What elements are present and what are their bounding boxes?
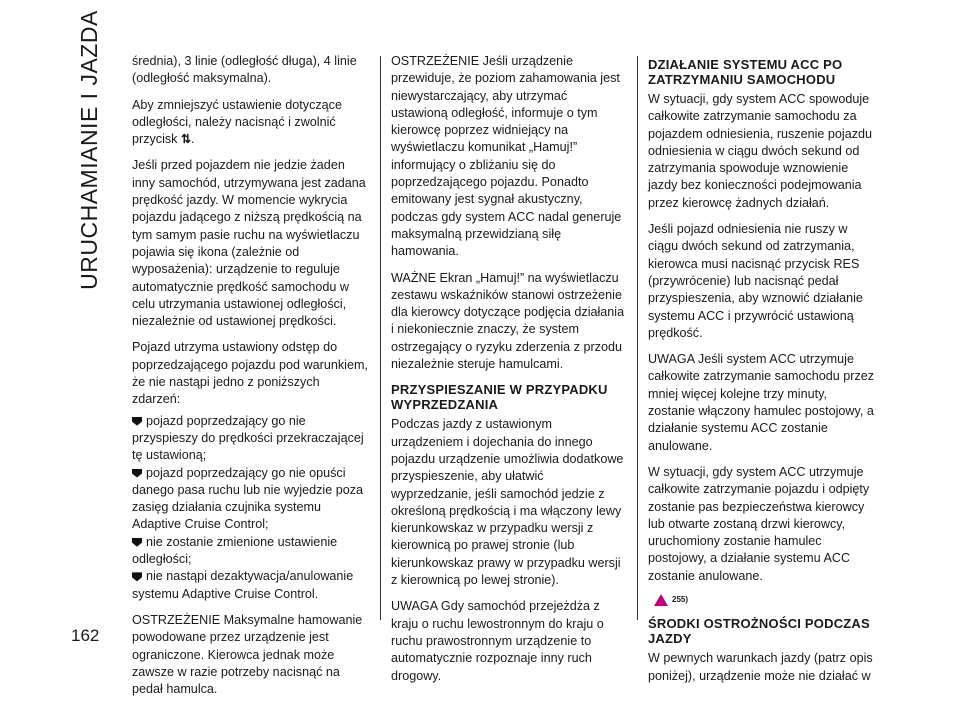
bullet-icon xyxy=(132,572,142,581)
column-divider xyxy=(637,56,638,620)
list-item: pojazd poprzedzający go nie opuści danego pasa ruchu lub nie wyjedzie poza zasięg działania czujnika systemu Adaptive Cruise Control; xyxy=(132,465,364,532)
column-divider xyxy=(380,56,381,620)
list-item: nie nastąpi dezaktywacja/anulowanie systemu Adaptive Cruise Control. xyxy=(132,569,354,601)
list-item: pojazd poprzedzający go nie przyspieszy do prędkości przekraczającej tę ustawioną; xyxy=(132,413,364,463)
column-3 xyxy=(648,53,876,694)
paragraph: Pojazd utrzyma ustawiony odstęp do poprzedzającego pojazdu pod warunkiem, że nie nastąpi jedno z poniższych zdarzeń: xyxy=(132,340,368,407)
column-1 xyxy=(132,53,368,707)
paragraph: W sytuacji, gdy system ACC utrzymuje całkowite zatrzymanie pojazdu i odpięty zostanie pas bezpieczeństwa kierowcy lub otwarte zostaną drzwi kierowcy, uruchomiony zostanie hamulec postojowy, a działanie systemu ACC zostanie anulowane. xyxy=(648,464,870,583)
paragraph: WAŻNE Ekran „Hamuj!” na wyświetlaczu zestawu wskaźników stanowi ostrzeżenie dla kierowcy dotyczące podjęcia działania i niekoniecznie znaczy, że system ostrzegający o ryzyku zderzenia z przodu niezależnie steruje hamulcami. xyxy=(391,270,625,372)
paragraph: Aby zmniejszyć ustawienie dotyczące odległości, należy nacisnąć i zwolnić przycisk ⇅. xyxy=(132,97,342,147)
paragraph: OSTRZEŻENIE Jeśli urządzenie przewiduje, że poziom zahamowania jest niewystarczający, aby utrzymać ustawioną odległość, informuje o tym kierowcę poprzez widniejący na wyświetlaczu komunikat „Hamuj!” informujący o zbliżaniu się do poprzedzającego pojazdu. Ponadto emitowany jest sygnał akustyczny, podczas gdy system ACC nadal generuje maksymalną przewidzianą siłę hamowania. xyxy=(391,54,622,259)
paragraph: Podczas jazdy z ustawionym urządzeniem i dojechania do innego pojazdu urządzenie umożliwia dodatkowe przyspieszenie, aby ułatwić wyprzedzanie, jeśli samochód jedzie z określoną prędkością i ma włączony lewy kierunkowskaz w przypadku wersji z kierownicą po prawej stronie (lub kierunkowskaz prawy w przypadku wersji z kierownicą po lewej stronie). xyxy=(391,417,624,588)
section-heading: DZIAŁANIE SYSTEMU ACC PO ZATRZYMANIU SAMOCHODU xyxy=(648,57,843,87)
distance-button-icon: ⇅ xyxy=(180,132,192,147)
section-heading: ŚRODKI OSTROŻNOŚCI PODCZAS JAZDY xyxy=(648,616,870,647)
bullet-icon xyxy=(132,469,142,478)
paragraph: UWAGA Jeśli system ACC utrzymuje całkowite zatrzymanie samochodu przez mniej więcej kolejne trzy minuty, zostanie włączony hamulec postojowy, a działanie systemu ACC zostanie anulowane. xyxy=(648,352,875,453)
list-item: nie zostanie zmienione ustawienie odległości; xyxy=(132,534,338,567)
section-heading: PRZYSPIESZANIE W PRZYPADKU WYPRZEDZANIA xyxy=(391,382,608,413)
bullet-icon xyxy=(132,417,142,426)
paragraph: średnia), 3 linie (odległość długa), 4 linie (odległość maksymalna). xyxy=(132,54,357,86)
paragraph: Jeśli przed pojazdem nie jedzie żaden inny samochód, utrzymywana jest zadana prędkość jazdy. W momencie wykrycia pojazdu jadącego z niższą prędkością na tym samym pasie ruchu na wyświetlaczu pojawia się ikona (zależnie od wyposażenia): urządzenie to reguluje automatycznie prędkość samochodu w celu utrzymania ustawionej odległości, niezależnie od ustawionej prędkości. xyxy=(132,158,366,329)
paragraph: OSTRZEŻENIE Maksymalne hamowanie powodowane przez urządzenie jest ograniczone. Kierowca jednak może zawsze w razie potrzeby nacisnąć na pedał hamulca. xyxy=(132,612,363,697)
paragraph: W pewnych warunkach jazdy (patrz opis poniżej), urządzenie może nie działać w xyxy=(648,651,873,683)
column-2 xyxy=(391,53,627,694)
warning-triangle-icon xyxy=(654,594,668,606)
page-number: 162 xyxy=(71,626,100,645)
paragraph: W sytuacji, gdy system ACC spowoduje całkowite zatrzymanie samochodu za pojazdem odniesienia, ruszenie pojazdu odniesienia w ciągu dwóch sekund od zatrzymania spowoduje wznowienie jazdy bez konieczności podejmowania przez kierowcę żadnych działań. xyxy=(648,92,873,210)
warning-ref-number: 255) xyxy=(672,595,689,605)
warning-reference xyxy=(654,591,876,608)
paragraph: UWAGA Gdy samochód przejeżdża z kraju o ruchu lewostronnym do kraju o ruchu prawostronnym urządzenie to automatycznie rozpoznaje inny ruch drogowy. xyxy=(391,599,604,683)
bullet-icon xyxy=(132,538,142,547)
section-title: URUCHAMIANIE I JAZDA xyxy=(76,10,102,290)
paragraph: Jeśli pojazd odniesienia nie ruszy w ciągu dwóch sekund od zatrzymania, kierowca musi nacisnąć przycisk RES (przywrócenie) lub nacisnąć pedał przyspieszenia, aby wznowić działanie systemu ACC i przywrócić ustawioną prędkość. xyxy=(648,222,863,340)
